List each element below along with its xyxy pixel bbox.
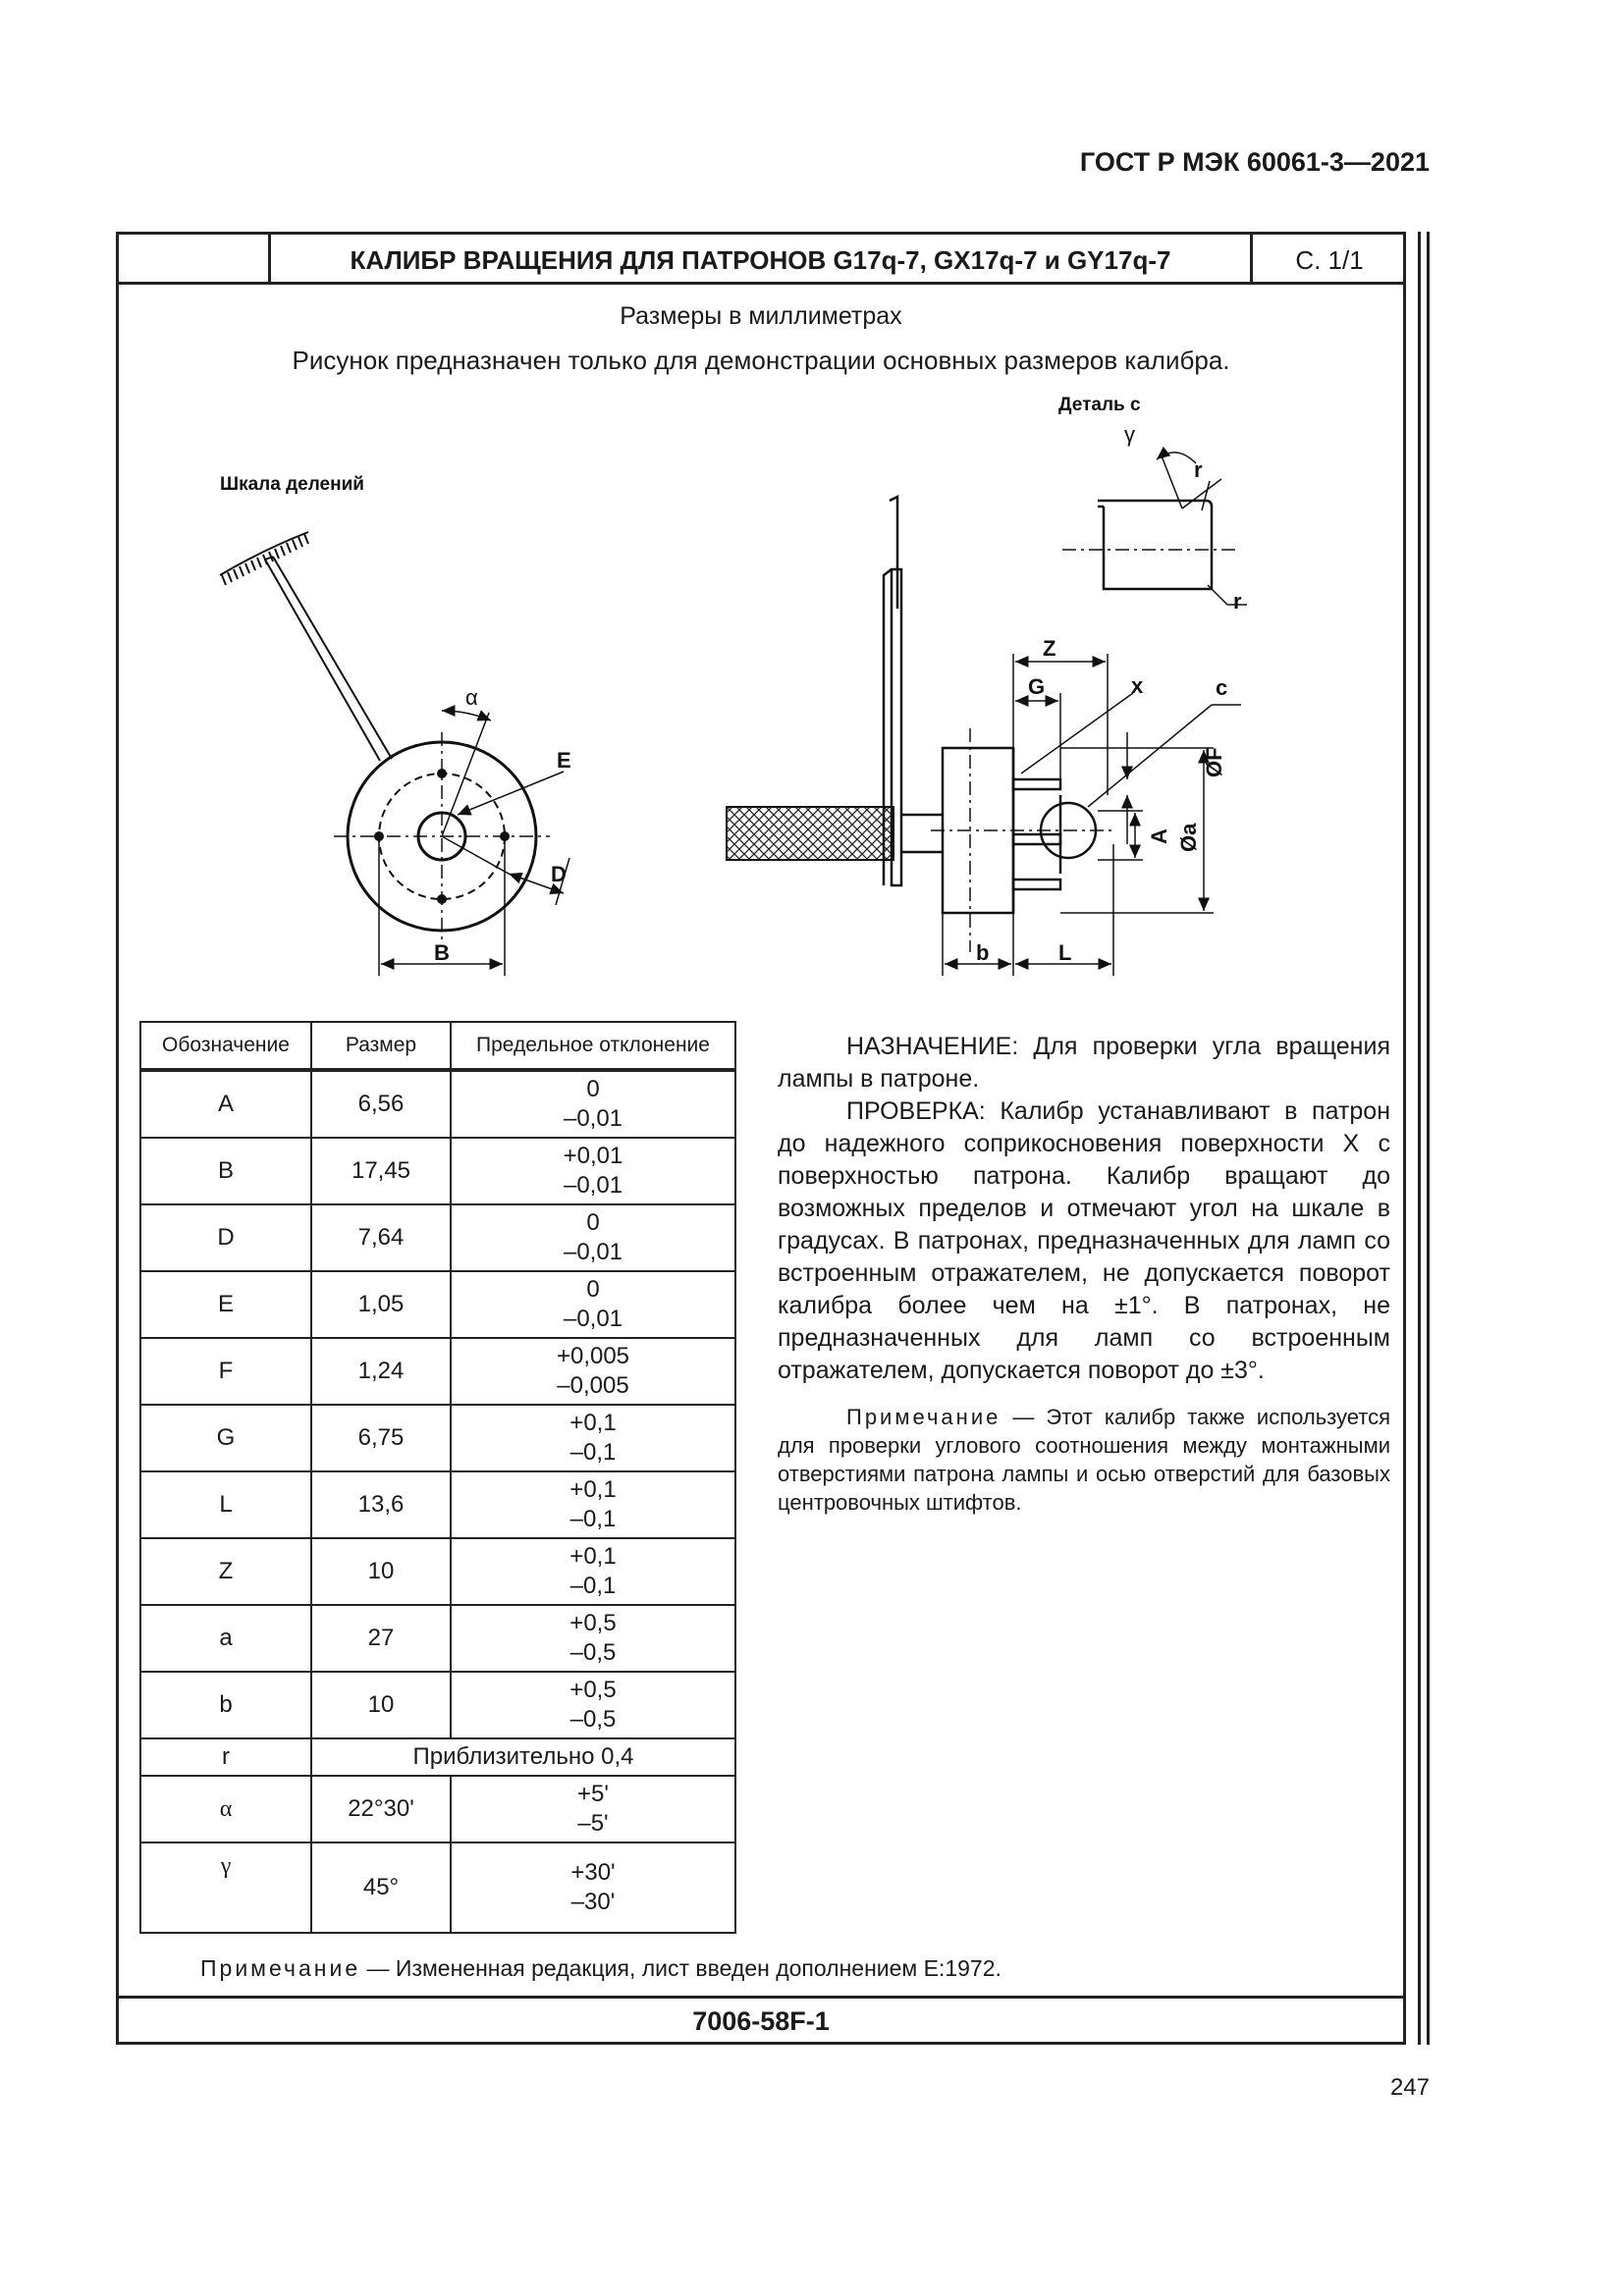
document-header: ГОСТ Р МЭК 60061-3—2021 (1079, 147, 1430, 177)
cell-symbol: E (140, 1271, 311, 1338)
cell-size: 10 (311, 1672, 451, 1738)
cell-size: 27 (311, 1605, 451, 1672)
dev-upper: +0,1 (569, 1476, 617, 1503)
check-paragraph: ПРОВЕРКА: Калибр устанавливают в патрон до надежного соприкосновения поверхности X с поверхностью патрона. Калибр вращают до возможных пределов и отмечают угол на шкале в градусах. В патронах, предназначенных для ламп со встроенным отражателем, не допускается поворот калибра более чем на ±1°. В патронах, не предназначенных для ламп со встроенным отражателем, допускается поворот до ±3°. (778, 1097, 1390, 1384)
dev-lower: –5' (577, 1810, 609, 1837)
table-row-r (140, 1738, 735, 1776)
table-row-alpha (140, 1776, 735, 1842)
cell-symbol: D (140, 1204, 311, 1271)
r-top-label: r (1194, 457, 1203, 482)
cell-deviation (451, 1842, 735, 1933)
cell-deviation (451, 1605, 735, 1672)
dev-lower: –0,5 (569, 1639, 617, 1666)
cell-size: 22°30' (311, 1776, 451, 1842)
cell-symbol: A (140, 1070, 311, 1138)
cell-size: 45° (311, 1842, 451, 1933)
table-row (140, 1672, 735, 1738)
gamma-label: γ (1124, 422, 1135, 447)
detail-c-view (1098, 501, 1212, 589)
dev-lower: –0,01 (563, 1239, 623, 1265)
cell-deviation (451, 1138, 735, 1204)
header-symbol: Обозначение (140, 1022, 311, 1070)
Z-label: Z (1043, 636, 1056, 661)
scale-label: Шкала делений (220, 474, 364, 495)
table-row (140, 1538, 735, 1605)
cell-symbol: γ (140, 1842, 311, 1933)
dev-lower: –0,01 (563, 1172, 623, 1199)
dev-lower: –30' (570, 1889, 616, 1915)
table-row (140, 1070, 735, 1138)
dev-upper: +30' (570, 1859, 616, 1886)
footnote-label: Примечание (200, 1955, 361, 1981)
dev-upper: +5' (577, 1781, 609, 1807)
cell-merged-size: Приблизительно 0,4 (311, 1738, 735, 1776)
cell-symbol: α (140, 1776, 311, 1842)
stem (901, 815, 943, 852)
table-row (140, 1138, 735, 1204)
dev-lower: –0,01 (563, 1306, 623, 1332)
dev-lower: –0,5 (569, 1706, 617, 1733)
alpha-label: α (465, 685, 478, 710)
cable-hatch (727, 807, 893, 860)
dev-upper: 0 (586, 1276, 600, 1303)
purpose-note (778, 1403, 1390, 1517)
header-deviation: Предельное отклонение (451, 1022, 735, 1070)
c-label: c (1216, 675, 1228, 700)
frame-divider (116, 1996, 1406, 1999)
cell-size: 1,05 (311, 1271, 451, 1338)
F-label: ØF (1202, 747, 1226, 777)
sheet-footnote (200, 1955, 1001, 1982)
table-row (140, 1471, 735, 1538)
cell-symbol: F (140, 1338, 311, 1405)
cell-deviation (451, 1776, 735, 1842)
table-row (140, 1204, 735, 1271)
frame-double-line (1418, 232, 1421, 2045)
b-label: b (976, 940, 990, 965)
cell-symbol: r (140, 1738, 311, 1776)
dev-upper: +0,1 (569, 1410, 617, 1436)
dev-upper: +0,01 (563, 1143, 623, 1169)
cell-size: 10 (311, 1538, 451, 1605)
dev-lower: –0,1 (569, 1439, 617, 1466)
table-row (140, 1338, 735, 1405)
demo-note: Рисунок предназначен только для демонстрации основных размеров калибра. (292, 346, 1230, 375)
D-label: D (551, 862, 567, 886)
cell-deviation (451, 1204, 735, 1271)
footnote-text: — Измененная редакция, лист введен дополнением E:1972. (360, 1955, 1001, 1981)
cell-symbol: a (140, 1605, 311, 1672)
table-row (140, 1405, 735, 1471)
B-label: B (434, 940, 450, 965)
cell-size: 6,75 (311, 1405, 451, 1471)
cell-deviation (451, 1672, 735, 1738)
dev-lower: –0,01 (563, 1105, 623, 1132)
note-label: Примечание (846, 1405, 1001, 1429)
pointer-arm (265, 557, 392, 761)
cell-size: 7,64 (311, 1204, 451, 1271)
note-text: — Этот калибр также используется для проверки углового соотношения между монтажными отверстиями патрона лампы и осью отверстий для базовых центровочных штифтов. (778, 1405, 1390, 1515)
sheet-number: 7006-58F-1 (692, 2006, 830, 2036)
A-label: A (1147, 828, 1171, 844)
cell-deviation (451, 1471, 735, 1538)
cell-deviation (451, 1271, 735, 1338)
cell-size: 1,24 (311, 1338, 451, 1405)
E-label: E (557, 748, 571, 773)
dev-upper: +0,005 (556, 1343, 630, 1369)
cell-deviation (451, 1538, 735, 1605)
cell-symbol: B (140, 1138, 311, 1204)
cell-symbol: L (140, 1471, 311, 1538)
frame-double-line (1427, 232, 1430, 2045)
dev-lower: –0,005 (557, 1372, 629, 1399)
page-number: 247 (1389, 2074, 1430, 2101)
cell-deviation (451, 1405, 735, 1471)
dev-lower: –0,1 (569, 1573, 617, 1599)
x-label: x (1131, 673, 1144, 698)
units-note: Размеры в миллиметрах (620, 302, 902, 330)
table-row (140, 1271, 735, 1338)
sheet-page: С. 1/1 (1295, 245, 1364, 275)
purpose-text (778, 1031, 1390, 1517)
dev-upper: 0 (586, 1076, 600, 1102)
table-row (140, 1605, 735, 1672)
sheet-title: КАЛИБР ВРАЩЕНИЯ ДЛЯ ПАТРОНОВ G17q-7, GX17q-7 и GY17q-7 (271, 232, 1253, 282)
cell-symbol: G (140, 1405, 311, 1471)
dimensions-table (139, 1021, 736, 1934)
dev-lower: –0,1 (569, 1506, 617, 1532)
cell-symbol: b (140, 1672, 311, 1738)
dev-upper: +0,5 (569, 1610, 617, 1636)
cell-deviation (451, 1338, 735, 1405)
G-label: G (1028, 674, 1046, 699)
table-row-gamma (140, 1842, 735, 1933)
cell-symbol: Z (140, 1538, 311, 1605)
dev-upper: 0 (586, 1209, 600, 1236)
detail-label: Деталь c (1058, 395, 1141, 415)
title-blank-cell (116, 232, 271, 285)
cell-size: 13,6 (311, 1471, 451, 1538)
gauge-disc (334, 713, 550, 942)
r-bottom-label: r (1233, 589, 1242, 614)
cell-deviation (451, 1070, 735, 1138)
cell-size: 6,56 (311, 1070, 451, 1138)
purpose-paragraph: НАЗНАЧЕНИЕ: Для проверки угла вращения лампы в патроне. (778, 1033, 1390, 1093)
header-size: Размер (311, 1022, 451, 1070)
dev-upper: +0,1 (569, 1543, 617, 1570)
a-label: Øa (1176, 823, 1201, 852)
gauge-drawing (116, 383, 1406, 982)
dev-upper: +0,5 (569, 1677, 617, 1703)
L-label: L (1058, 940, 1072, 965)
cell-size: 17,45 (311, 1138, 451, 1204)
scale-ticks (220, 532, 308, 585)
